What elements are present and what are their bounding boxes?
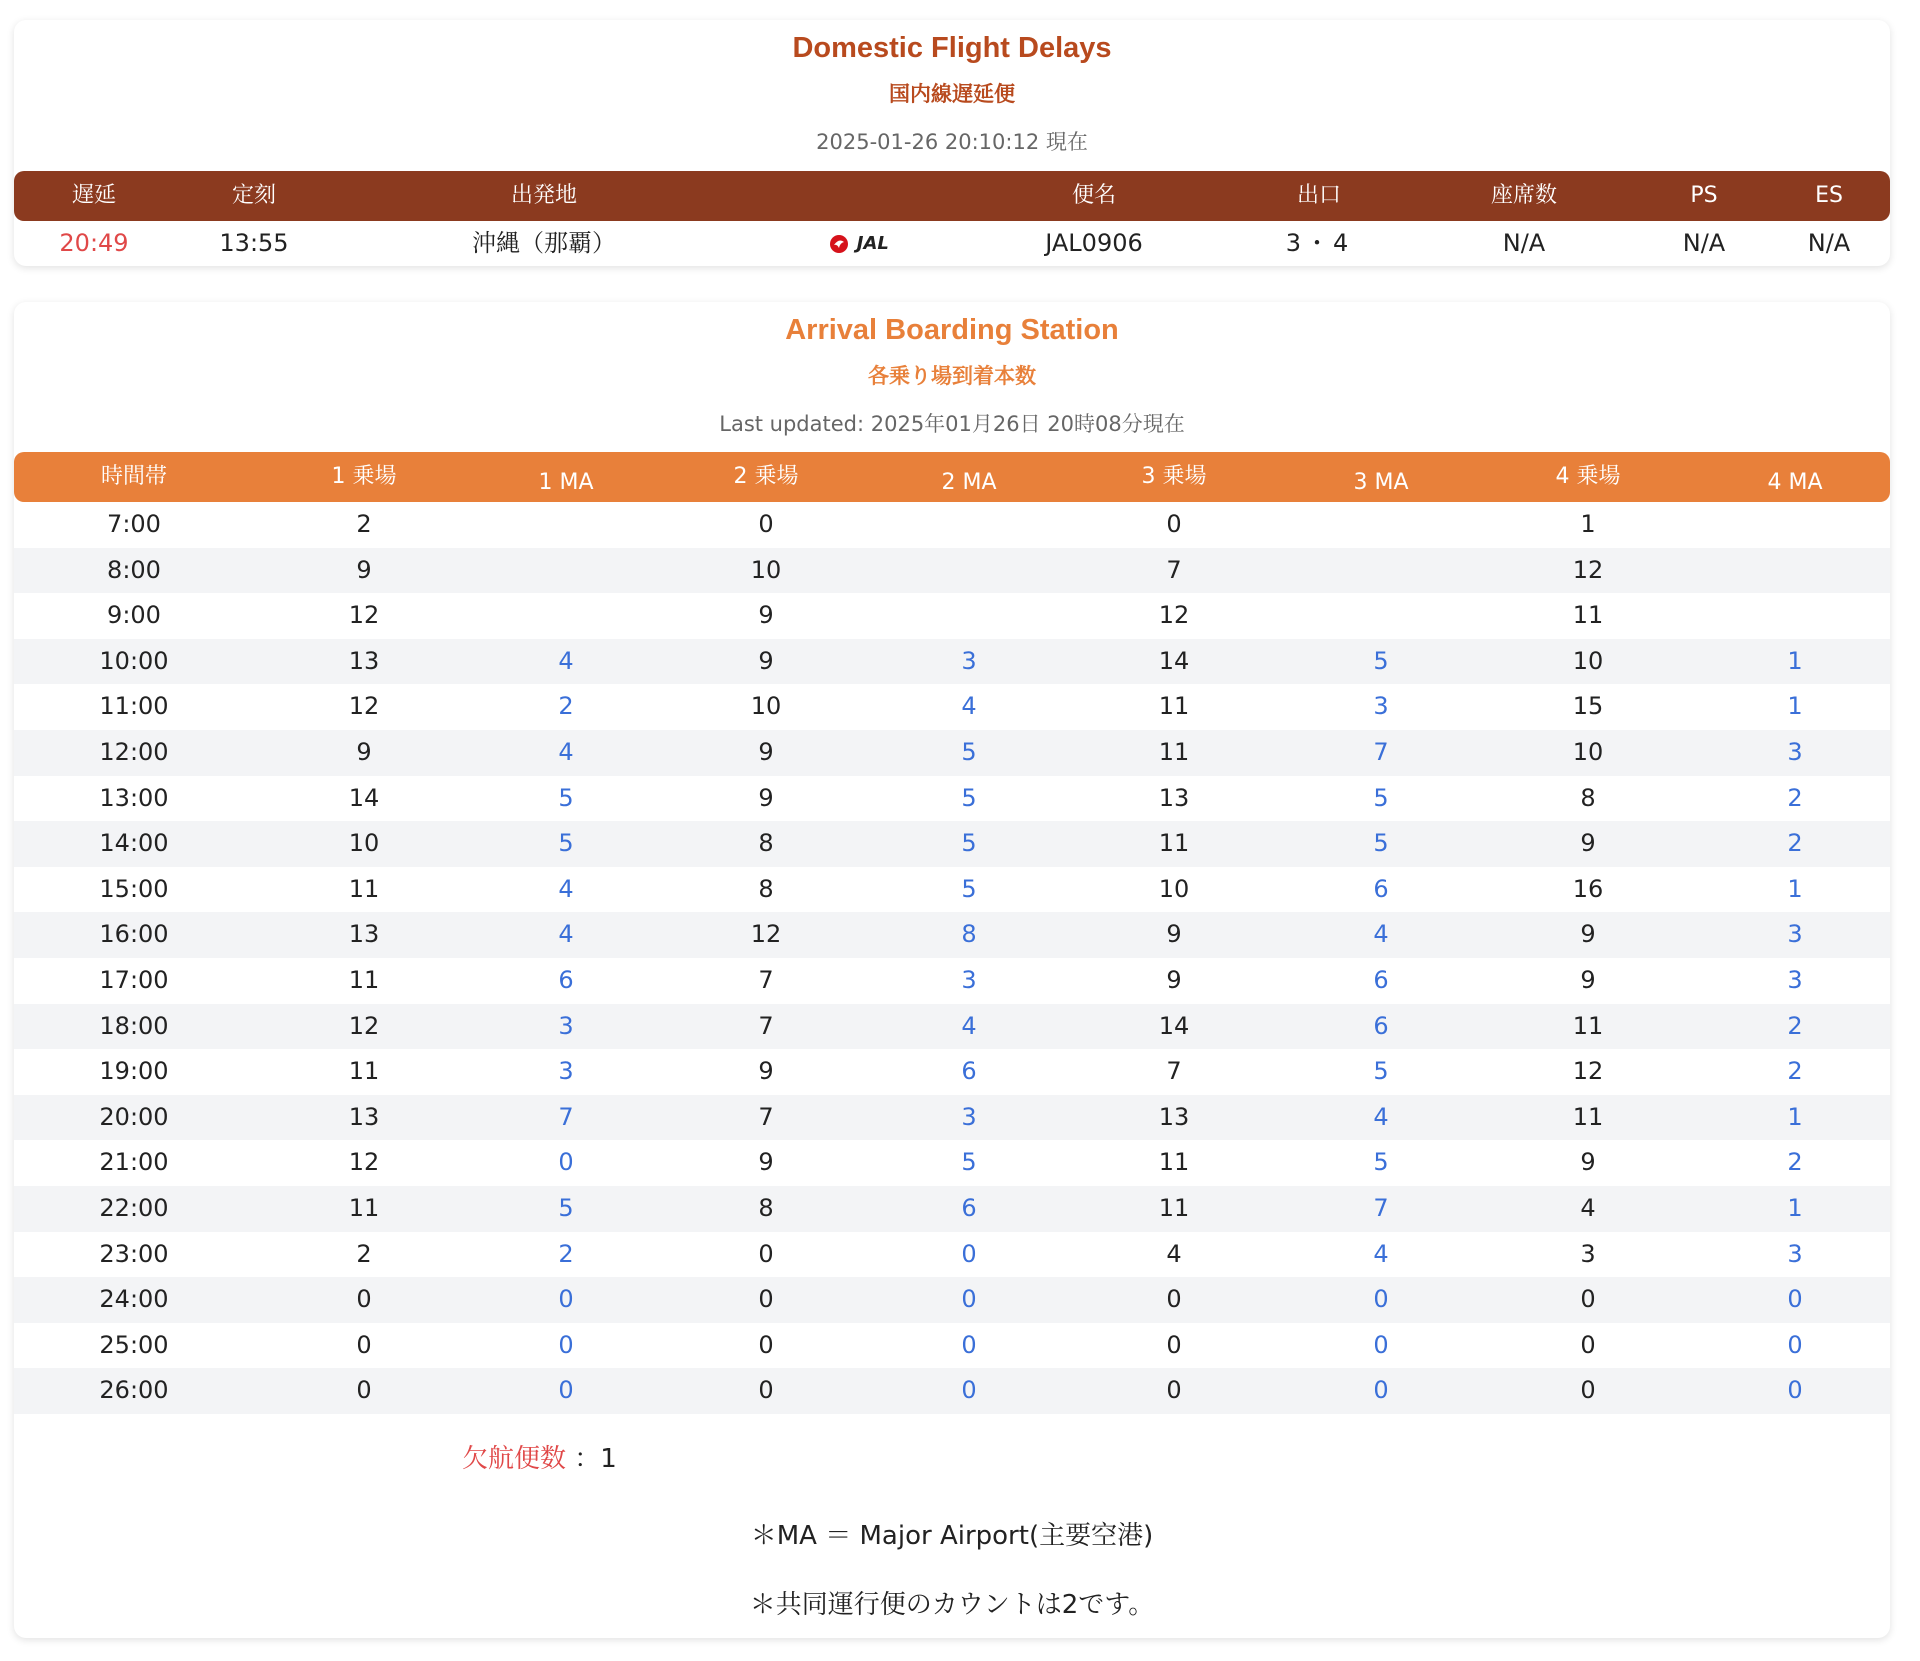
ma-count: 4 bbox=[558, 874, 574, 903]
ma-count: 5 bbox=[558, 829, 574, 858]
station-count: 12 bbox=[750, 920, 782, 949]
station-count: 12 bbox=[348, 1011, 380, 1040]
ma-count bbox=[466, 502, 666, 548]
table-row bbox=[14, 1095, 1890, 1141]
ma-count: 3 bbox=[1787, 920, 1803, 949]
ma-count bbox=[466, 548, 666, 594]
table-row bbox=[14, 1368, 1890, 1414]
time-slot: 19:00 bbox=[99, 1057, 169, 1086]
es: N/A bbox=[1807, 229, 1851, 257]
station-count: 8 bbox=[758, 1194, 774, 1222]
ma-count: 6 bbox=[961, 1194, 977, 1222]
table-row bbox=[14, 684, 1890, 730]
station-count: 0 bbox=[758, 1376, 774, 1405]
ma-count: 4 bbox=[961, 1011, 977, 1040]
seats: N/A bbox=[1502, 229, 1546, 257]
station-header-2: 1 MA bbox=[538, 470, 594, 495]
airline-name: JAL bbox=[856, 233, 889, 255]
time-slot: 10:00 bbox=[99, 646, 169, 675]
station-count: 13 bbox=[348, 1102, 380, 1131]
station-count: 0 bbox=[1166, 1330, 1182, 1359]
ma-count: 0 bbox=[558, 1285, 574, 1314]
ma-count: 0 bbox=[558, 1376, 574, 1405]
station-count: 0 bbox=[1580, 1285, 1596, 1314]
time-slot: 20:00 bbox=[99, 1102, 169, 1131]
ma-count bbox=[466, 593, 666, 639]
station-header-5: 3 乗場 bbox=[1141, 464, 1207, 489]
ma-count: 2 bbox=[1787, 1148, 1803, 1177]
station-count: 9 bbox=[1580, 920, 1596, 949]
ma-count: 1 bbox=[1787, 1102, 1803, 1131]
station-count: 9 bbox=[1580, 966, 1596, 994]
table-row bbox=[14, 958, 1890, 1004]
station-count: 8 bbox=[758, 874, 774, 903]
station-count: 12 bbox=[348, 601, 380, 630]
time-slot: 23:00 bbox=[99, 1239, 169, 1268]
ma-count bbox=[1695, 593, 1895, 639]
station-count: 10 bbox=[750, 555, 782, 584]
ma-count: 3 bbox=[1787, 738, 1803, 766]
station-count: 0 bbox=[1166, 1285, 1182, 1314]
station-header-6: 3 MA bbox=[1353, 470, 1409, 495]
col-origin-header: 出発地 bbox=[510, 183, 577, 208]
ma-count: 5 bbox=[961, 1148, 977, 1177]
delay-row bbox=[14, 221, 1890, 267]
table-row bbox=[14, 1004, 1890, 1050]
table-row bbox=[14, 548, 1890, 594]
ma-count: 0 bbox=[961, 1239, 977, 1268]
ps: N/A bbox=[1682, 229, 1726, 257]
table-row bbox=[14, 730, 1890, 776]
station-count: 12 bbox=[348, 1148, 380, 1177]
ma-count: 3 bbox=[961, 1102, 977, 1131]
col-es-header: ES bbox=[1815, 183, 1843, 208]
ma-count bbox=[869, 502, 1069, 548]
station-count: 0 bbox=[758, 510, 774, 538]
station-count: 12 bbox=[1572, 555, 1604, 584]
scheduled-time: 13:55 bbox=[219, 229, 289, 257]
station-count: 9 bbox=[758, 646, 774, 675]
station-count: 10 bbox=[1572, 738, 1604, 766]
station-header-3: 2 乗場 bbox=[733, 464, 799, 489]
ma-count: 5 bbox=[961, 829, 977, 858]
origin: 沖縄（那覇） bbox=[472, 229, 616, 257]
station-header-0: 時間帯 bbox=[100, 464, 167, 489]
station-count: 0 bbox=[758, 1285, 774, 1314]
station-count: 9 bbox=[1580, 829, 1596, 858]
station-header-4: 2 MA bbox=[941, 470, 997, 495]
station-count: 0 bbox=[1166, 1376, 1182, 1405]
ma-count: 3 bbox=[1373, 692, 1389, 721]
ma-count: 6 bbox=[1373, 1011, 1389, 1040]
station-count: 12 bbox=[348, 692, 380, 721]
ma-count: 5 bbox=[961, 783, 977, 812]
stations-subtitle: 各乗り場到着本数 bbox=[868, 364, 1036, 388]
station-count: 0 bbox=[758, 1330, 774, 1359]
ma-count: 4 bbox=[558, 646, 574, 675]
station-count: 0 bbox=[758, 1239, 774, 1268]
station-count: 0 bbox=[356, 1330, 372, 1359]
station-count: 12 bbox=[1158, 601, 1190, 630]
ma-count bbox=[1695, 548, 1895, 594]
station-count: 11 bbox=[1158, 1148, 1190, 1177]
ma-count: 0 bbox=[1787, 1376, 1803, 1405]
station-count: 9 bbox=[1166, 966, 1182, 994]
ma-count: 0 bbox=[961, 1330, 977, 1359]
table-row bbox=[14, 912, 1890, 958]
ma-count: 7 bbox=[558, 1102, 574, 1131]
ma-count: 5 bbox=[1373, 646, 1389, 675]
jal-crane-icon bbox=[829, 234, 849, 254]
station-count: 13 bbox=[1158, 783, 1190, 812]
station-count: 14 bbox=[1158, 646, 1190, 675]
ma-count: 0 bbox=[1373, 1330, 1389, 1359]
station-count: 9 bbox=[758, 738, 774, 766]
ma-count: 0 bbox=[558, 1148, 574, 1177]
table-row bbox=[14, 821, 1890, 867]
station-count: 8 bbox=[758, 829, 774, 858]
col-seats-header: 座席数 bbox=[1490, 183, 1557, 208]
col-ps-header: PS bbox=[1690, 183, 1718, 208]
note-codeshare: ＊共同運行便のカウントは2です。 bbox=[749, 1590, 1155, 1620]
ma-count bbox=[1281, 502, 1481, 548]
ma-count: 2 bbox=[1787, 1011, 1803, 1040]
station-count: 4 bbox=[1580, 1194, 1596, 1222]
time-slot: 18:00 bbox=[99, 1011, 169, 1040]
station-count: 11 bbox=[1158, 692, 1190, 721]
ma-count: 4 bbox=[1373, 920, 1389, 949]
station-count: 11 bbox=[1572, 601, 1604, 630]
col-delay-header: 遅延 bbox=[71, 183, 116, 208]
station-count: 3 bbox=[1580, 1239, 1596, 1268]
station-count: 7 bbox=[758, 1011, 774, 1040]
ma-count: 2 bbox=[1787, 829, 1803, 858]
ma-count: 5 bbox=[1373, 829, 1389, 858]
ma-count: 1 bbox=[1787, 874, 1803, 903]
time-slot: 24:00 bbox=[99, 1285, 169, 1314]
ma-count: 0 bbox=[1373, 1285, 1389, 1314]
ma-count: 3 bbox=[961, 966, 977, 994]
table-row bbox=[14, 1232, 1890, 1278]
ma-count: 3 bbox=[961, 646, 977, 675]
note-ma: ＊MA ＝ Major Airport(主要空港) bbox=[750, 1521, 1154, 1551]
ma-count: 3 bbox=[1787, 966, 1803, 994]
ma-count: 4 bbox=[1373, 1102, 1389, 1131]
stations-header-bar bbox=[14, 452, 1890, 502]
station-count: 7 bbox=[1166, 555, 1182, 584]
ma-count: 0 bbox=[961, 1285, 977, 1314]
station-count: 7 bbox=[1166, 1057, 1182, 1086]
station-count: 10 bbox=[1158, 874, 1190, 903]
ma-count: 5 bbox=[961, 738, 977, 766]
station-count: 14 bbox=[348, 783, 380, 812]
table-row bbox=[14, 1323, 1890, 1369]
station-count: 11 bbox=[1158, 829, 1190, 858]
ma-count: 7 bbox=[1373, 738, 1389, 766]
ma-count: 6 bbox=[558, 966, 574, 994]
station-count: 2 bbox=[356, 1239, 372, 1268]
ma-count: 5 bbox=[961, 874, 977, 903]
delays-header-bar bbox=[14, 171, 1890, 221]
ma-count: 5 bbox=[1373, 783, 1389, 812]
ma-count: 1 bbox=[1787, 646, 1803, 675]
station-count: 14 bbox=[1158, 1011, 1190, 1040]
station-count: 15 bbox=[1572, 692, 1604, 721]
station-count: 13 bbox=[348, 646, 380, 675]
ma-count: 0 bbox=[1787, 1330, 1803, 1359]
delay-time: 20:49 bbox=[59, 229, 129, 257]
ma-count bbox=[1281, 548, 1481, 594]
ma-count bbox=[1281, 593, 1481, 639]
table-row bbox=[14, 1277, 1890, 1323]
ma-count: 2 bbox=[1787, 1057, 1803, 1086]
station-count: 8 bbox=[1580, 783, 1596, 812]
time-slot: 7:00 bbox=[107, 510, 161, 538]
airline-logo bbox=[794, 221, 924, 267]
station-count: 10 bbox=[348, 829, 380, 858]
station-count: 13 bbox=[1158, 1102, 1190, 1131]
station-count: 11 bbox=[348, 1057, 380, 1086]
station-count: 9 bbox=[1580, 1148, 1596, 1177]
time-slot: 9:00 bbox=[107, 601, 161, 630]
stations-title: Arrival Boarding Station bbox=[785, 314, 1119, 346]
table-row bbox=[14, 502, 1890, 548]
station-count: 11 bbox=[1572, 1011, 1604, 1040]
station-count: 10 bbox=[750, 692, 782, 721]
time-slot: 13:00 bbox=[99, 783, 169, 812]
ma-count: 4 bbox=[558, 920, 574, 949]
station-count: 9 bbox=[758, 601, 774, 630]
time-slot: 21:00 bbox=[99, 1148, 169, 1177]
time-slot: 26:00 bbox=[99, 1376, 169, 1405]
station-count: 16 bbox=[1572, 874, 1604, 903]
station-count: 1 bbox=[1580, 510, 1596, 538]
ma-count: 6 bbox=[1373, 966, 1389, 994]
delays-title: Domestic Flight Delays bbox=[792, 32, 1112, 64]
station-header-1: 1 乗場 bbox=[331, 464, 397, 489]
station-count: 0 bbox=[1166, 510, 1182, 538]
stations-updated: Last updated: 2025年01月26日 20時08分現在 bbox=[719, 412, 1185, 436]
delays-timestamp: 2025-01-26 20:10:12 現在 bbox=[816, 130, 1088, 154]
station-count: 9 bbox=[758, 1057, 774, 1086]
station-count: 11 bbox=[348, 874, 380, 903]
ma-count: 1 bbox=[1787, 1194, 1803, 1222]
delays-card bbox=[14, 20, 1890, 266]
time-slot: 25:00 bbox=[99, 1330, 169, 1359]
station-count: 4 bbox=[1166, 1239, 1182, 1268]
ma-count: 3 bbox=[558, 1057, 574, 1086]
ma-count bbox=[869, 548, 1069, 594]
table-row bbox=[14, 776, 1890, 822]
station-count: 0 bbox=[1580, 1376, 1596, 1405]
ma-count: 4 bbox=[1373, 1239, 1389, 1268]
ma-count: 4 bbox=[558, 738, 574, 766]
ma-count: 2 bbox=[558, 1239, 574, 1268]
ma-count: 0 bbox=[961, 1376, 977, 1405]
ma-count bbox=[869, 593, 1069, 639]
station-count: 11 bbox=[348, 966, 380, 994]
station-count: 11 bbox=[1572, 1102, 1604, 1131]
ma-count: 0 bbox=[1373, 1376, 1389, 1405]
delays-subtitle: 国内線遅延便 bbox=[889, 82, 1015, 106]
time-slot: 16:00 bbox=[99, 920, 169, 949]
station-count: 11 bbox=[348, 1194, 380, 1222]
station-count: 11 bbox=[1158, 1194, 1190, 1222]
table-row bbox=[14, 639, 1890, 685]
time-slot: 11:00 bbox=[99, 692, 169, 721]
ma-count: 2 bbox=[1787, 783, 1803, 812]
ma-count: 1 bbox=[1787, 692, 1803, 721]
table-row bbox=[14, 1186, 1890, 1232]
ma-count: 5 bbox=[1373, 1057, 1389, 1086]
col-scheduled-header: 定刻 bbox=[231, 183, 276, 208]
station-count: 13 bbox=[348, 920, 380, 949]
station-count: 11 bbox=[1158, 738, 1190, 766]
col-flight-header: 便名 bbox=[1071, 183, 1116, 208]
cancelled-label: 欠航便数 bbox=[462, 1444, 567, 1474]
col-exit-header: 出口 bbox=[1296, 183, 1341, 208]
ma-count: 6 bbox=[961, 1057, 977, 1086]
station-count: 9 bbox=[758, 783, 774, 812]
time-slot: 17:00 bbox=[99, 966, 169, 994]
station-count: 12 bbox=[1572, 1057, 1604, 1086]
station-count: 9 bbox=[758, 1148, 774, 1177]
stations-card bbox=[14, 302, 1890, 1638]
station-count: 9 bbox=[356, 555, 372, 584]
station-count: 7 bbox=[758, 966, 774, 994]
time-slot: 22:00 bbox=[99, 1194, 169, 1222]
station-count: 2 bbox=[356, 510, 372, 538]
table-row bbox=[14, 1140, 1890, 1186]
station-count: 7 bbox=[758, 1102, 774, 1131]
station-count: 9 bbox=[1166, 920, 1182, 949]
time-slot: 12:00 bbox=[99, 738, 169, 766]
time-slot: 15:00 bbox=[99, 874, 169, 903]
station-header-7: 4 乗場 bbox=[1555, 464, 1621, 489]
ma-count: 7 bbox=[1373, 1194, 1389, 1222]
time-slot: 8:00 bbox=[107, 555, 161, 584]
ma-count: 8 bbox=[961, 920, 977, 949]
ma-count: 0 bbox=[558, 1330, 574, 1359]
ma-count: 3 bbox=[1787, 1239, 1803, 1268]
ma-count: 2 bbox=[558, 692, 574, 721]
station-count: 10 bbox=[1572, 646, 1604, 675]
station-header-8: 4 MA bbox=[1767, 470, 1823, 495]
ma-count bbox=[1695, 502, 1895, 548]
cancelled-count bbox=[462, 1438, 617, 1475]
ma-count: 5 bbox=[558, 783, 574, 812]
time-slot: 14:00 bbox=[99, 829, 169, 858]
station-count: 0 bbox=[356, 1285, 372, 1314]
flight-number: JAL0906 bbox=[1045, 229, 1143, 257]
ma-count: 5 bbox=[558, 1194, 574, 1222]
exit: 3・4 bbox=[1285, 229, 1353, 257]
station-count: 0 bbox=[1580, 1330, 1596, 1359]
ma-count: 5 bbox=[1373, 1148, 1389, 1177]
table-row bbox=[14, 593, 1890, 639]
table-row bbox=[14, 1049, 1890, 1095]
ma-count: 4 bbox=[961, 692, 977, 721]
station-count: 0 bbox=[356, 1376, 372, 1405]
cancelled-value: ：1 bbox=[574, 1444, 617, 1474]
ma-count: 0 bbox=[1787, 1285, 1803, 1314]
station-count: 9 bbox=[356, 738, 372, 766]
ma-count: 6 bbox=[1373, 874, 1389, 903]
ma-count: 3 bbox=[558, 1011, 574, 1040]
table-row bbox=[14, 867, 1890, 913]
